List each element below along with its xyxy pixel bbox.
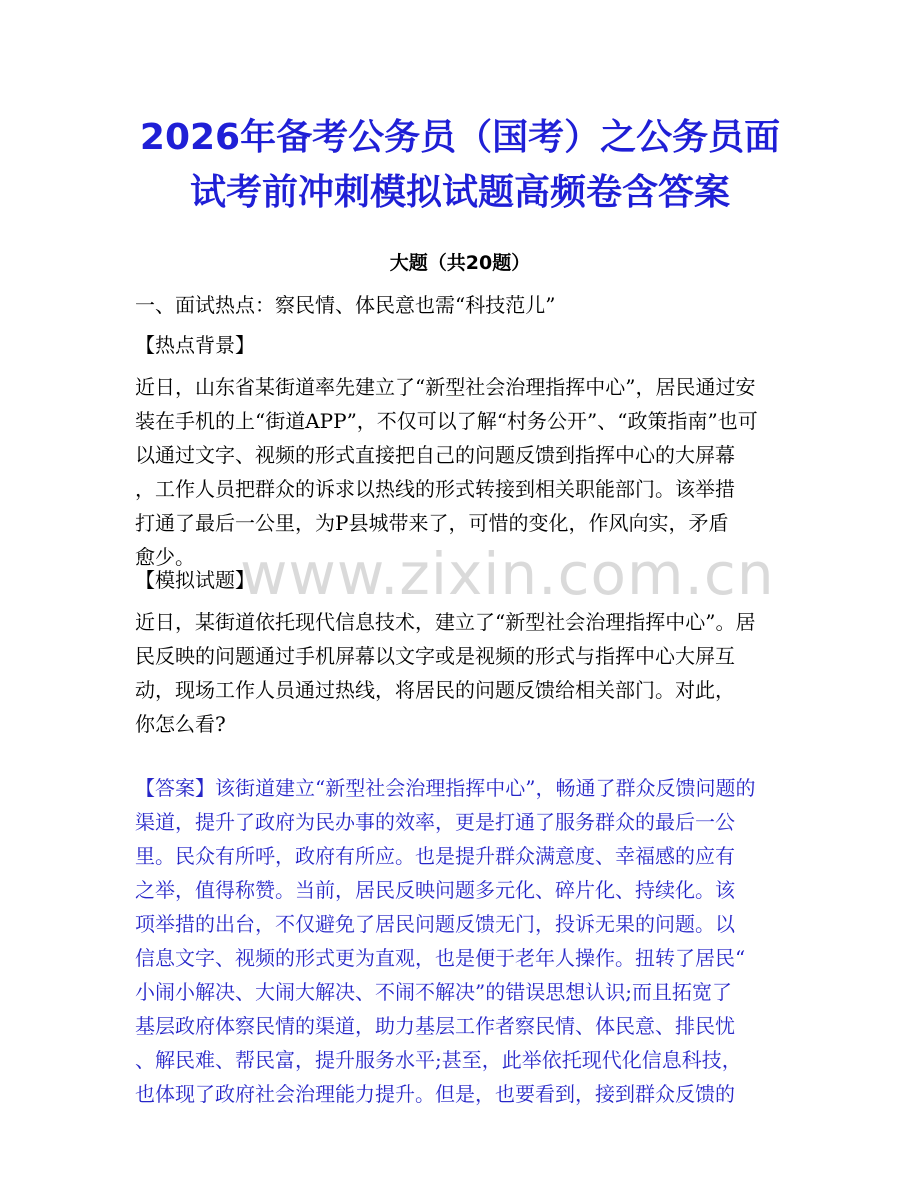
answer-paragraph: [135, 771, 795, 1111]
answer-line: 、解民难、帮民富，提升服务水平;甚至，此举依托现代化信息科技，: [135, 1048, 742, 1072]
answer-line: 基层政府体察民情的渠道，助力基层工作者察民情、体民意、排民忧: [135, 1014, 735, 1038]
background-line: 打通了最后一公里，为P县城带来了，可惜的变化，作风向实，矛盾: [135, 511, 729, 535]
hot-background-label-block: [135, 328, 795, 362]
hot-background-label: 【热点背景】: [135, 333, 255, 357]
question-1-heading: 一、面试热点：察民情、体民意也需“科技范儿”: [135, 293, 556, 317]
answer-line: 【答案】该街道建立“新型社会治理指挥中心”，畅通了群众反馈问题的: [135, 776, 756, 800]
background-paragraph: [135, 370, 795, 574]
mock-question-label-block: [135, 563, 795, 597]
title-line-2: 试考前冲刺模拟试题高频卷含答案: [189, 172, 730, 213]
question-paragraph: [135, 605, 795, 741]
answer-line: 小闹小解决、大闹大解决、不闹不解决”的错误思想认识;而且拓宽了: [135, 980, 732, 1004]
document-title: [100, 110, 820, 220]
answer-line: 项举措的出台，不仅避免了居民问题反馈无门，投诉无果的问题。以: [135, 912, 735, 936]
title-line-1: 2026年备考公务员（国考）之公务员面: [139, 117, 781, 158]
section-heading: 大题（共20题）: [389, 252, 531, 274]
question-line: 近日，某街道依托现代信息技术，建立了“新型社会治理指挥中心”。居: [135, 610, 756, 634]
answer-line: 渠道，提升了政府为民办事的效率，更是打通了服务群众的最后一公: [135, 810, 735, 834]
watermark: www.zixin.com.cn: [240, 540, 775, 608]
background-line: 装在手机的上“街道APP”，不仅可以了解“村务公开”、“政策指南”也可: [135, 409, 758, 433]
background-line: 以通过文字、视频的形式直接把自己的问题反馈到指挥中心的大屏幕: [135, 443, 735, 467]
background-line: ，工作人员把群众的诉求以热线的形式转接到相关职能部门。该举措: [135, 477, 735, 501]
answer-line: 里。民众有所呼，政府有所应。也是提升群众满意度、幸福感的应有: [135, 844, 735, 868]
question-heading-block: [135, 288, 795, 322]
answer-line: 之举，值得称赞。当前，居民反映问题多元化、碎片化、持续化。该: [135, 878, 735, 902]
background-line: 近日，山东省某街道率先建立了“新型社会治理指挥中心”，居民通过安: [135, 375, 756, 399]
question-line: 民反映的问题通过手机屏幕以文字或是视频的形式与指挥中心大屏互: [135, 644, 735, 668]
answer-line: 信息文字、视频的形式更为直观，也是便于老年人操作。扭转了居民“: [135, 946, 746, 970]
background-line: 愈少。: [135, 545, 195, 569]
question-line: 你怎么看?: [135, 712, 226, 736]
mock-question-label: 【模拟试题】: [135, 568, 255, 592]
answer-line: 也体现了政府社会治理能力提升。但是，也要看到，接到群众反馈的: [135, 1082, 735, 1106]
question-line: 动，现场工作人员通过热线，将居民的问题反馈给相关部门。对此，: [135, 678, 735, 702]
